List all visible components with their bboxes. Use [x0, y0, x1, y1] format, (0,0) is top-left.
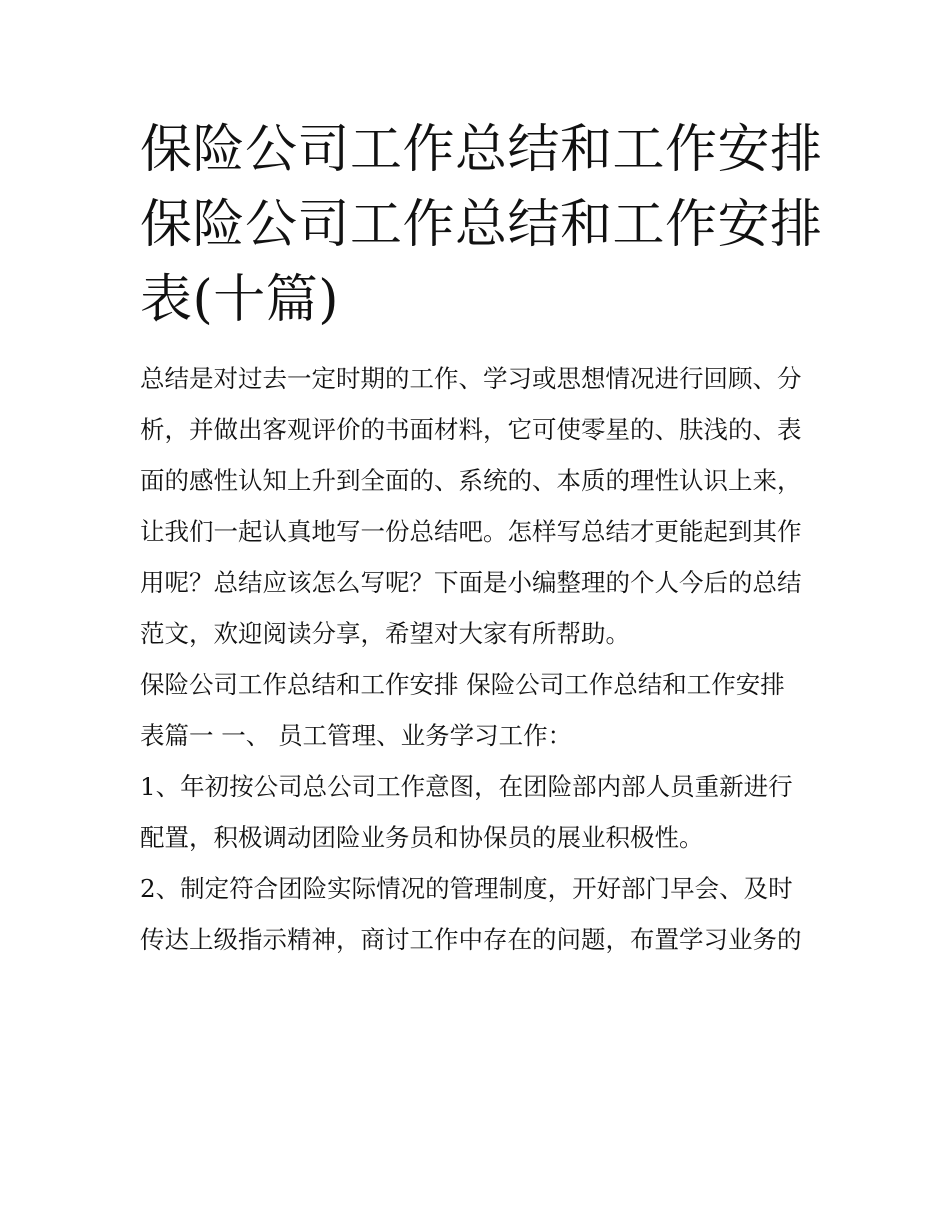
- body-text-line: 用呢？总结应该怎么写呢？下面是小编整理的个人今后的总结: [140, 568, 802, 597]
- title-line: 保险公司工作总结和工作安排: [140, 120, 823, 180]
- document-title: [140, 113, 823, 338]
- section-heading-line: 表篇一 一、 员工管理、业务学习工作：: [140, 721, 573, 750]
- body-text-line: 总结是对过去一定时期的工作、学习或思想情况进行回顾、分: [140, 364, 802, 393]
- list-item-line: 配置，积极调动团险业务员和协保员的展业积极性。: [140, 823, 704, 852]
- body-text-line: 面的感性认知上升到全面的、系统的、本质的理性认识上来，: [140, 466, 802, 495]
- section-heading-line: 保险公司工作总结和工作安排 保险公司工作总结和工作安排: [140, 670, 785, 699]
- document-body: [140, 353, 830, 965]
- body-text-line: 让我们一起认真地写一份总结吧。怎样写总结才更能起到其作: [140, 517, 802, 546]
- list-item-line: 传达上级指示精神，商讨工作中存在的问题，布置学习业务的: [140, 925, 802, 954]
- title-line: 保险公司工作总结和工作安排: [140, 195, 823, 255]
- list-item-line: 2、制定符合团险实际情况的管理制度，开好部门早会、及时: [140, 874, 793, 903]
- body-text-line: 析，并做出客观评价的书面材料，它可使零星的、肤浅的、表: [140, 415, 802, 444]
- body-text-line: 范文，欢迎阅读分享，希望对大家有所帮助。: [140, 619, 630, 648]
- list-item-line: 1、年初按公司总公司工作意图，在团险部内部人员重新进行: [140, 772, 793, 801]
- title-line: 表(十篇): [140, 270, 340, 330]
